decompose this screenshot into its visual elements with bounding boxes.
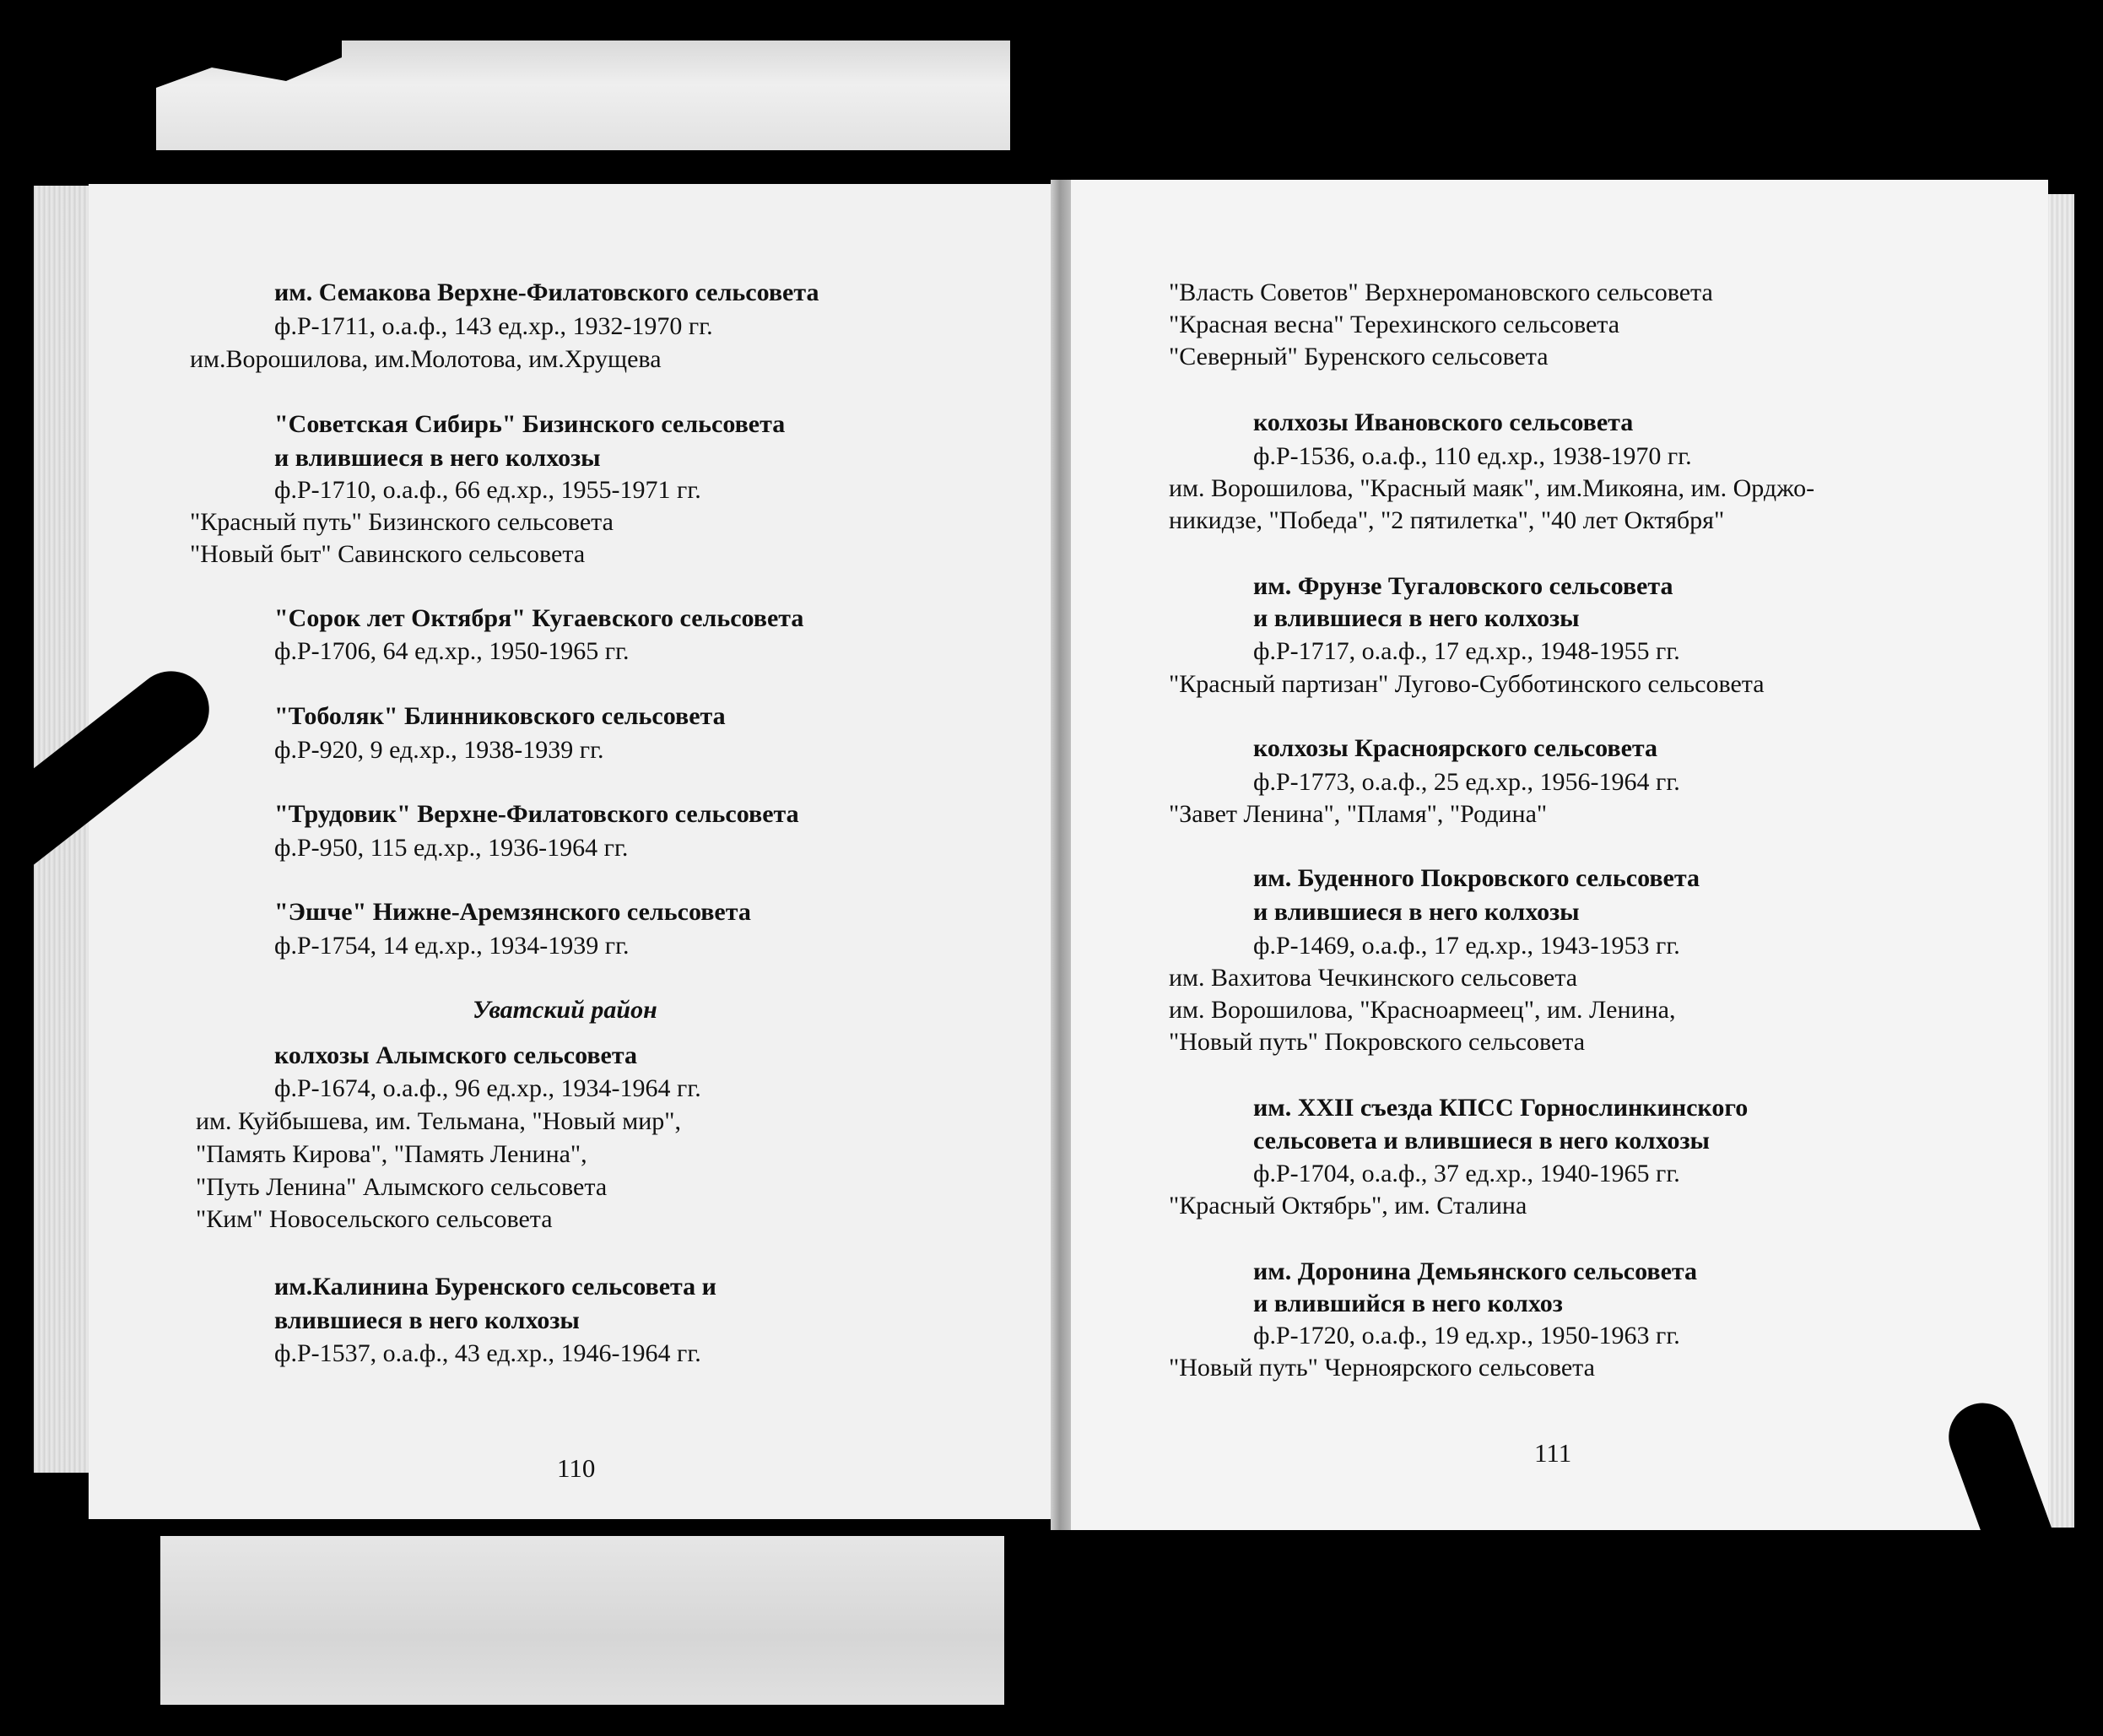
- entry-list: "Власть Советов" Верхнеромановского сельсовета: [1169, 279, 1713, 306]
- bottom-paper-strip: [160, 1536, 1004, 1705]
- entry-heading: и влившиеся в него колхозы: [1253, 898, 1580, 926]
- book-gutter: [1051, 180, 1071, 1530]
- entry-heading: "Трудовик" Верхне-Филатовского сельсовета: [274, 800, 799, 828]
- entry-details: ф.Р-1537, о.а.ф., 43 ед.хр., 1946-1964 гг.: [274, 1339, 701, 1367]
- entry-details: ф.Р-1704, о.а.ф., 37 ед.хр., 1940-1965 гг.: [1253, 1160, 1680, 1187]
- entry-heading: влившиеся в него колхозы: [274, 1306, 580, 1334]
- entry-list: никидзе, "Победа", "2 пятилетка", "40 лет Октября": [1169, 506, 1725, 534]
- entry-list: им.Ворошилова, им.Молотова, им.Хрущева: [190, 345, 662, 373]
- entry-details: ф.Р-920, 9 ед.хр., 1938-1939 гг.: [274, 736, 604, 764]
- entry-heading: сельсовета и влившиеся в него колхозы: [1253, 1127, 1710, 1155]
- entry-list: "Ким" Новосельского сельсовета: [196, 1205, 553, 1233]
- entry-details: ф.Р-950, 115 ед.хр., 1936-1964 гг.: [274, 834, 629, 862]
- entry-heading: "Эшче" Нижне-Аремзянского сельсовета: [274, 898, 751, 926]
- page-number: 111: [1534, 1438, 1572, 1468]
- entry-heading: "Советская Сибирь" Бизинского сельсовета: [274, 410, 786, 438]
- entry-heading: им. Семакова Верхне-Филатовского сельсовета: [274, 279, 819, 306]
- entry-list: "Красный Октябрь", им. Сталина: [1169, 1192, 1527, 1220]
- entry-heading: им. Доронина Демьянского сельсовета: [1253, 1257, 1697, 1285]
- entry-heading: и влившиеся в него колхозы: [274, 444, 601, 472]
- entry-list: им. Вахитова Чечкинского сельсовета: [1169, 964, 1578, 992]
- entry-list: "Красный путь" Бизинского сельсовета: [190, 508, 614, 536]
- entry-list: "Северный" Буренского сельсовета: [1169, 343, 1549, 370]
- entry-list: "Память Кирова", "Память Ленина",: [196, 1140, 587, 1168]
- entry-heading: колхозы Красноярского сельсовета: [1253, 734, 1658, 762]
- entry-heading: и влившийся в него колхоз: [1253, 1290, 1563, 1317]
- entry-heading: и влившиеся в него колхозы: [1253, 604, 1580, 632]
- entry-heading: "Тоболяк" Блинниковского сельсовета: [274, 702, 726, 730]
- entry-details: ф.Р-1711, о.а.ф., 143 ед.хр., 1932-1970 гг.: [274, 312, 713, 340]
- entry-list: "Завет Ленина", "Пламя", "Родина": [1169, 800, 1548, 828]
- entry-details: ф.Р-1674, о.а.ф., 96 ед.хр., 1934-1964 гг.: [274, 1074, 701, 1102]
- section-heading: Уватский район: [473, 996, 657, 1024]
- entry-heading: "Сорок лет Октября" Кугаевского сельсовета: [274, 604, 804, 632]
- page-number: 110: [557, 1453, 596, 1483]
- entry-list: "Новый путь" Покровского сельсовета: [1169, 1028, 1586, 1056]
- entry-heading: им. XXII съезда КПСС Горнослинкинского: [1253, 1094, 1749, 1122]
- entry-heading: колхозы Ивановского сельсовета: [1253, 408, 1634, 436]
- entry-heading: колхозы Алымского сельсовета: [274, 1041, 637, 1069]
- entry-list: "Новый путь" Черноярского сельсовета: [1169, 1354, 1595, 1382]
- entry-details: ф.Р-1754, 14 ед.хр., 1934-1939 гг.: [274, 932, 630, 960]
- entry-list: им. Ворошилова, "Красноармеец", им. Ленина,: [1169, 996, 1676, 1024]
- entry-list: им. Куйбышева, им. Тельмана, "Новый мир",: [196, 1107, 681, 1135]
- entry-details: ф.Р-1706, 64 ед.хр., 1950-1965 гг.: [274, 637, 630, 665]
- entry-list: "Красная весна" Терехинского сельсовета: [1169, 311, 1620, 338]
- entry-details: ф.Р-1536, о.а.ф., 110 ед.хр., 1938-1970 гг.: [1253, 442, 1692, 470]
- entry-list: "Путь Ленина" Алымского сельсовета: [196, 1173, 608, 1201]
- entry-details: ф.Р-1710, о.а.ф., 66 ед.хр., 1955-1971 гг.: [274, 476, 701, 504]
- entry-list: "Красный партизан" Лугово-Субботинского сельсовета: [1169, 670, 1765, 698]
- entry-details: ф.Р-1773, о.а.ф., 25 ед.хр., 1956-1964 гг.: [1253, 768, 1680, 796]
- entry-list: им. Ворошилова, "Красный маяк", им.Микояна, им. Орджо-: [1169, 474, 1815, 502]
- entry-heading: им. Буденного Покровского сельсовета: [1253, 864, 1700, 892]
- entry-details: ф.Р-1717, о.а.ф., 17 ед.хр., 1948-1955 гг.: [1253, 637, 1680, 665]
- entry-heading: им. Фрунзе Тугаловского сельсовета: [1253, 572, 1673, 600]
- entry-details: ф.Р-1469, о.а.ф., 17 ед.хр., 1943-1953 гг.: [1253, 932, 1680, 960]
- entry-heading: им.Калинина Буренского сельсовета и: [274, 1273, 716, 1301]
- entry-list: "Новый быт" Савинского сельсовета: [190, 540, 586, 568]
- entry-details: ф.Р-1720, о.а.ф., 19 ед.хр., 1950-1963 гг.: [1253, 1322, 1680, 1349]
